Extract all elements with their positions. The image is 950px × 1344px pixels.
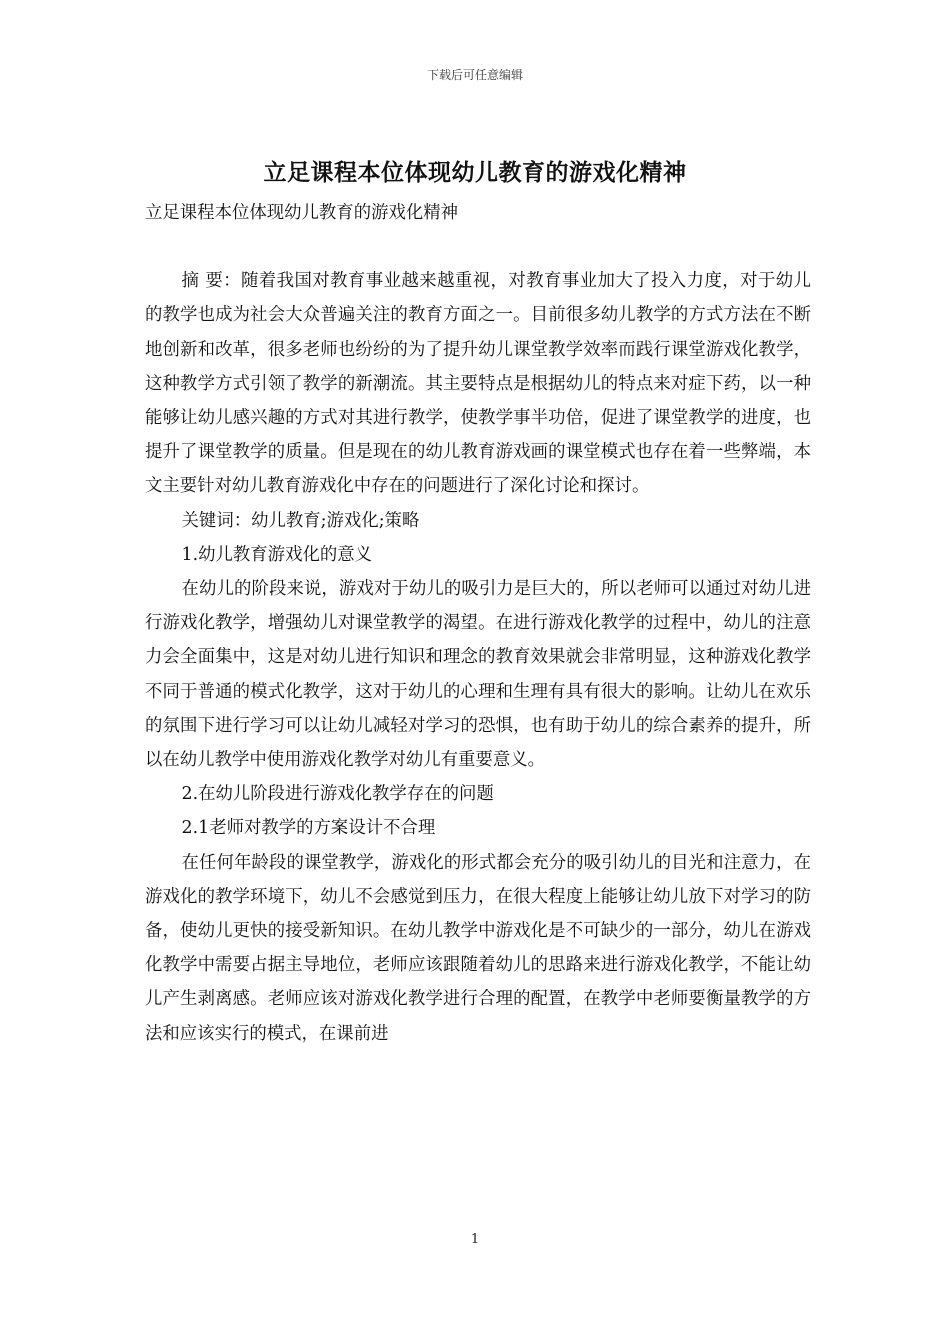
section-2-heading: 2.在幼儿阶段进行游戏化教学存在的问题	[181, 784, 494, 805]
section-1-paragraph: 在幼儿的阶段来说，游戏对于幼儿的吸引力是巨大的，所以老师可以通过对幼儿进行游戏化教学，增强幼儿对课堂教学的渴望。在进行游戏化教学的过程中，幼儿的注意力会全面集中，这是对幼儿进行知识和理念的教育效果就会非常明显，这种游戏化教学不同于普通的模式化教学，这对于幼儿的心理和生理有具有很大的影响。让幼儿在欢乐的氛围下进行学习可以让幼儿减轻对学习的恐惧，也有助于幼儿的综合素养的提升，所以在幼儿教学中使用游戏化教学对幼儿有重要意义。	[145, 579, 811, 771]
document-subtitle: 立足课程本位体现幼儿教育的游戏化精神	[145, 203, 459, 223]
document-title: 立足课程本位体现幼儿教育的游戏化精神	[263, 160, 687, 186]
section-2-1-paragraph: 在任何年龄段的课堂教学，游戏化的形式都会充分的吸引幼儿的目光和注意力，在游戏化的教学环境下，幼儿不会感觉到压力，在很大程度上能够让幼儿放下对学习的防备，使幼儿更快的接受新知识。在幼儿教学中游戏化是不可缺少的一部分，幼儿在游戏化教学中需要占据主导地位，老师应该跟随着幼儿的思路来进行游戏化教学，不能让幼儿产生剥离感。老师应该对游戏化教学进行合理的配置，在教学中老师要衡量教学的方法和应该实行的模式，在课前进	[145, 852, 811, 1044]
section-1-heading: 1.幼儿教育游戏化的意义	[181, 544, 373, 565]
page-number: 1	[470, 1232, 480, 1247]
keywords-line: 关键词：幼儿教育;游戏化;策略	[181, 510, 420, 531]
abstract-paragraph: 摘 要：随着我国对教育事业越来越重视，对教育事业加大了投入力度，对于幼儿的教学也成为社会大众普遍关注的教育方面之一。目前很多幼儿教学的方式方法在不断地创新和改革，很多老师也纷纷的为了提升幼儿课堂教学效率而践行课堂游戏化教学，这种教学方式引领了教学的新潮流。其主要特点是根据幼儿的特点来对症下药，以一种能够让幼儿感兴趣的方式对其进行教学，使教学事半功倍，促进了课堂教学的进度，也提升了课堂教学的质量。但是现在的幼儿教育游戏画的课堂模式也存在着一些弊端，本文主要针对幼儿教育游戏化中存在的问题进行了深化讨论和探讨。	[145, 271, 811, 497]
section-2-1-heading: 2.1老师对教学的方案设计不合理	[181, 818, 436, 839]
header-note: 下载后可任意编辑	[426, 68, 523, 82]
document-body	[145, 196, 811, 1051]
